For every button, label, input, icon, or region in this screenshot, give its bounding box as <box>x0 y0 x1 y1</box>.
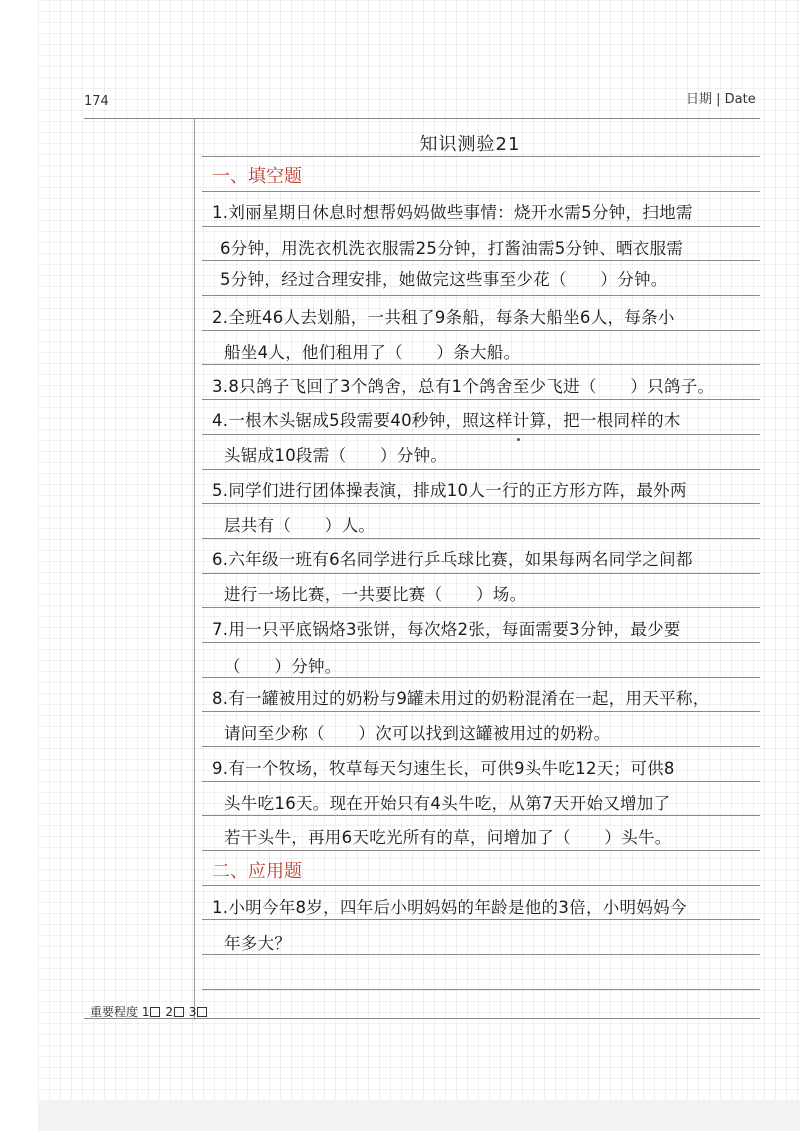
question-line: 7.用一只平底锅烙3张饼，每次烙2张，每面需要3分钟，最少要 <box>212 620 681 639</box>
question-line: 年多大？ <box>224 934 292 953</box>
ruled-line <box>202 226 760 227</box>
importance-rating <box>90 1003 208 1020</box>
checkbox-2[interactable] <box>174 1007 184 1017</box>
section-heading-application: 二、应用题 <box>212 861 302 882</box>
ruled-line <box>202 295 760 296</box>
ruled-line <box>202 156 760 157</box>
importance-level-2: 2 <box>165 1005 173 1019</box>
scan-edge <box>38 1100 800 1131</box>
date-label: 日期 | Date <box>686 92 756 107</box>
ruled-line <box>202 989 760 990</box>
question-line: 3.8只鸽子飞回了3个鸽舍，总有1个鸽舍至少飞进（ ）只鸽子。 <box>212 377 715 396</box>
question-line: 5分钟，经过合理安排，她做完这些事至少花（ ）分钟。 <box>220 270 668 289</box>
question-line: 头锯成10段需（ ）分钟。 <box>224 446 448 465</box>
question-line: 6.六年级一班有6名同学进行乒乓球比赛，如果每两名同学之间都 <box>212 550 693 569</box>
ruled-line <box>202 815 760 816</box>
ruled-line <box>202 954 760 955</box>
section-heading-fill-blank: 一、填空题 <box>212 166 302 187</box>
ink-dot <box>517 438 520 441</box>
question-line: 6分钟，用洗衣机洗衣服需25分钟，打酱油需5分钟、晒衣服需 <box>220 239 684 258</box>
ruled-line <box>202 781 760 782</box>
question-line: 5.同学们进行团体操表演，排成10人一行的正方形方阵，最外两 <box>212 481 687 500</box>
question-line: 1.小明今年8岁，四年后小明妈妈的年龄是他的3倍，小明妈妈今 <box>212 898 687 917</box>
question-line: 层共有（ ）人。 <box>224 516 376 535</box>
ruled-line <box>202 434 760 435</box>
ruled-line <box>202 919 760 920</box>
ruled-line <box>202 607 760 608</box>
question-line: 若干头牛，再用6天吃光所有的草，问增加了（ ）头牛。 <box>224 828 672 847</box>
checkbox-1[interactable] <box>150 1007 160 1017</box>
ruled-line <box>202 538 760 539</box>
ruled-line <box>202 885 760 886</box>
ruled-line <box>202 677 760 678</box>
ruled-line <box>202 711 760 712</box>
importance-level-1: 1 <box>141 1005 150 1019</box>
question-line: 请问至少称（ ）次可以找到这罐被用过的奶粉。 <box>224 724 611 743</box>
ruled-line <box>202 399 760 400</box>
question-line: 船坐4人，他们租用了（ ）条大船。 <box>224 343 521 362</box>
ruled-line <box>202 364 760 365</box>
ruled-line <box>202 573 760 574</box>
question-line: 1.刘丽星期日休息时想帮妈妈做些事情：烧开水需5分钟，扫地需 <box>212 203 693 222</box>
question-line: 头牛吃16天。现在开始只有4头牛吃，从第7天开始又增加了 <box>224 794 671 813</box>
ruled-line <box>202 260 760 261</box>
question-line: 9.有一个牧场，牧草每天匀速生长，可供9头牛吃12天；可供8 <box>212 759 675 778</box>
ruled-line <box>202 746 760 747</box>
importance-level-3: 3 <box>188 1005 197 1019</box>
question-line: 进行一场比赛，一共要比赛（ ）场。 <box>224 585 527 604</box>
page-number: 174 <box>84 94 109 109</box>
ruled-line <box>202 503 760 504</box>
importance-label: 重要程度 <box>90 1005 139 1019</box>
ruled-line <box>202 191 760 192</box>
question-line: （ ）分钟。 <box>224 657 342 676</box>
margin-line <box>194 118 195 1020</box>
ruled-line <box>202 850 760 851</box>
question-line: 4.一根木头锯成5段需要40秒钟，照这样计算，把一根同样的木 <box>212 411 681 430</box>
ruled-line <box>202 642 760 643</box>
page-title: 知识测验21 <box>419 134 521 155</box>
question-line: 2.全班46人去划船，一共租了9条船，每条大船坐6人，每条小 <box>212 308 675 327</box>
ruled-line <box>202 469 760 470</box>
question-line: 8.有一罐被用过的奶粉与9罐未用过的奶粉混淆在一起，用天平称， <box>212 689 710 708</box>
checkbox-3[interactable] <box>197 1007 207 1017</box>
header-divider <box>84 118 760 119</box>
ruled-line <box>202 330 760 331</box>
